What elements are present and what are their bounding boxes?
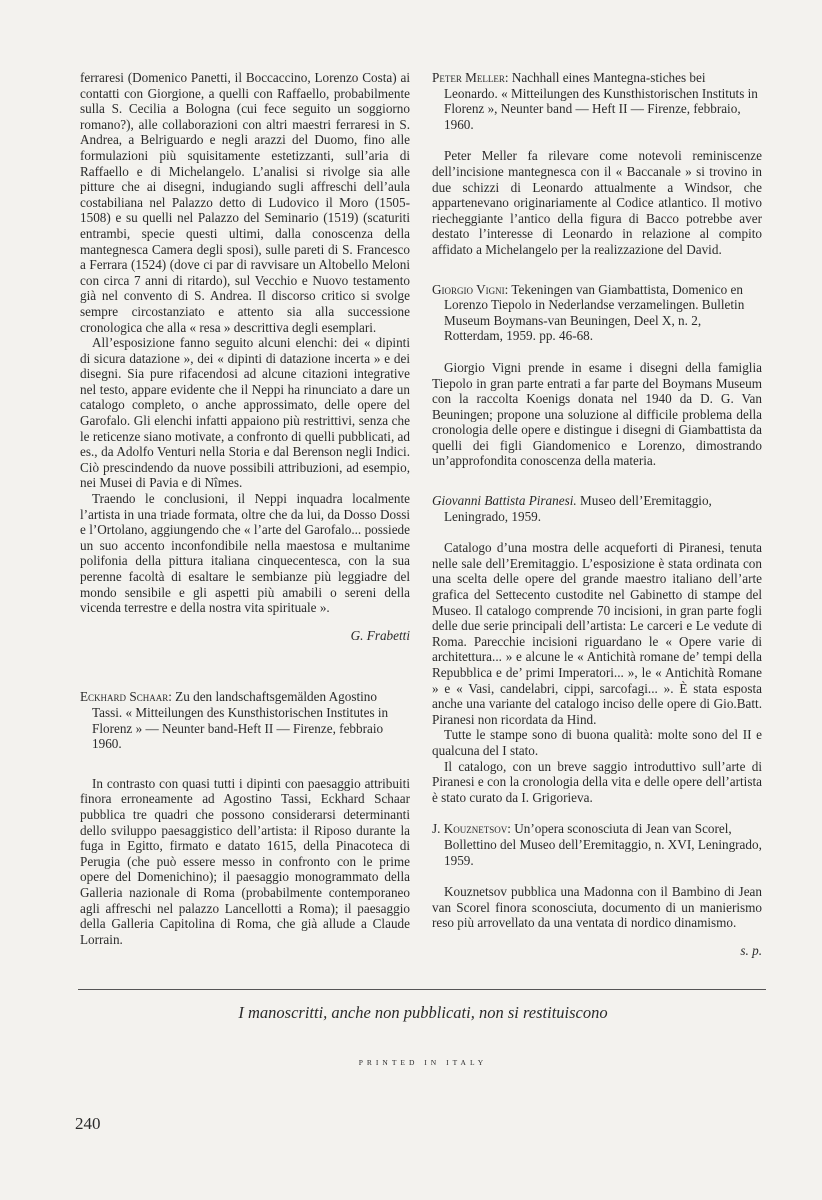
left-column: [80, 70, 410, 947]
signature-frabetti: G. Frabetti: [350, 627, 410, 643]
right-paragraph-1: Peter Meller fa rilevare come notevoli reminiscenze dell’incisione mantegnesca con il « Baccanale » si trovino in due schizzi di Leonardo attualmente a Windsor, che appartenevano originariamente al Codice atlantico. Il motivo riecheggiante l’antico della figura di Bacco potrebbe aver destato l’interesse di Leonardo in relazione al compito affidato a Michelangelo per la realizzazione del David.: [432, 148, 762, 257]
reference-meller: [432, 70, 762, 132]
reference-author: Peter Meller: [432, 70, 505, 85]
reference-details: Museo dell’Eremitaggio, Leningrado, 1959.: [444, 493, 712, 524]
right-column: [432, 70, 762, 959]
reference-piranesi: [432, 493, 762, 524]
reference-author: J. Kouznetsov: [432, 821, 508, 837]
right-paragraph-2: Giorgio Vigni prende in esame i disegni della famiglia Tiepolo in gran parte entrati a far parte del Boymans Museum con la raccolta Koenigs donata nel 1940 da D. G. Van Beuningen; propone una soluzione al difficile problema della cronologia delle opere e distingue i disegni di Giambattista da quelli dei figli Giandomenico e Lorenzo, dimostrando un’approfondita conoscenza della materia.: [432, 359, 762, 469]
right-paragraph-4: Tutte le stampe sono di buona qualità: molte sono del II e qualcuna del I stato.: [432, 727, 762, 758]
left-paragraph-4: In contrasto con quasi tutti i dipinti con paesaggio attribuiti finora erroneamente ad Agostino Tassi, Eckhard Schaar pubblica tre quadri che possono considerarsi determinanti dello sviluppo paesaggistico dell’artista: il Riposo durante la fuga in Egitto, firmato e datato 1615, della Pinacoteca di Perugia (che può essere messo in confronto con le prime opere del Domenichino); il paesaggio monogrammato della Galleria nazionale di Roma (probabilmente contemporaneo agli affreschi nel palazzo Lancellotti a Roma); il paesaggio della Galleria Capitolina di Roma, che già allude a Claude Lorrain.: [80, 775, 410, 947]
reference-details: : Nachhall eines Mantegna-stiches bei Leonardo. « Mitteilungen des Kunsthistorischen Instituts in Florenz », Neunter band — Heft II — Firenze, febbraio, 1960.: [444, 70, 758, 132]
reference-details: : Zu den landschaftsgemälden Agostino Tassi. « Mitteilungen des Kunsthistorischen Institutes in Florenz » — Neunter band-Heft II — Firenze, febbraio 1960.: [92, 689, 389, 752]
page-number: 240: [75, 1114, 101, 1133]
right-paragraph-6: Kouznetsov pubblica una Madonna con il Bambino di Jean van Scorel finora sconosciuta, documento di un manierismo reso più arrovellato da una ventata di nordico dinamismo.: [432, 884, 762, 931]
reference-details: : Tekeningen van Giambattista, Domenico en Lorenzo Tiepolo in Nederlandse verzamelingen. Bulletin Museum Boymans-van Beuningen, Deel X, n. 2, Rotterdam, 1959. pp. 46-68.: [444, 281, 745, 344]
left-paragraph-1: ferraresi (Domenico Panetti, il Boccaccino, Lorenzo Costa) ai contatti con Giorgione, a quelli con Raffaello, probabilmente sulla S. Cecilia a Bologna (cui fece seguito un soggiorno romano?), alle collaborazioni con altri maestri ferraresi in S. Andrea, a Belriguardo e negli arazzi del Duomo, fino alle formulazioni più squisitamente estetizzanti, sull’aria di Raffaello e di Michelangelo. L’analisi si rivolge sia alle pitture che ai disegni, indugiando sugli affreschi dell’aula costabiliana nel Palazzo detto di Ludovico il Moro (1505-1508) e su quelli nel Palazzo del Seminario (1519) (scaturiti entrambi, specie questi ultimi, dalla conoscenza della mantegnesca Camera degli sposi), sulle pareti di S. Francesco a Ferrara (1524) (dove ci par di ravvisare un Altobello Meloni con circa 7 anni di ritardo), sul Vecchio e Nuovo testamento già nel convento di S. Andrea. Il discorso critico si svolge sempre circostanziato e attento sia alla successione cronologica che alla « resa » descrittiva degli esemplari.: [80, 70, 410, 335]
printed-in-italy: PRINTED IN ITALY: [358, 1058, 488, 1067]
right-paragraph-5: Il catalogo, con un breve saggio introduttivo sull’arte di Piranesi e con la cronologia della vita e delle opere dell’artista è stato curato da I. Grigorieva.: [432, 758, 762, 805]
reference-author: Giorgio Vigni: [432, 281, 505, 297]
footer-motto: I manoscritti, anche non pubblicati, non si restituiscono: [238, 1003, 608, 1022]
right-paragraph-3: Catalogo d’una mostra delle acqueforti di Piranesi, tenuta nelle sale dell’Eremitaggio. L’esposizione è stata ordinata con una scelta delle opere del grande maestro italiano dell’arte grafica del Settecento custodite nel Gabinetto di stampe del Museo. Il catalogo comprende 70 incisioni, in gran parte fogli delle due serie principali dell’artista: Le carceri e Le vedute di Roma. Parecchie incisioni riguardano le « Opere varie di architettura... » e alcune le « Antichità romane de’ tempi della Repubblica e de’ primi Imperatori... », le « Antichità Romane » e « Vasi, candelabri, cippi, sarcofagi... ». È stata esposta anche una variante del catalogo inciso delle opere di Gio.Batt. Piranesi non ricordata da Hind.: [432, 540, 762, 727]
reference-details: : Un’opera sconosciuta di Jean van Scorel, Bollettino del Museo dell’Eremitaggio, n. XVI, Leningrado, 1959.: [444, 821, 762, 868]
reference-author: Eckhard Schaar: [80, 689, 169, 705]
reference-title: Giovanni Battista Piranesi.: [432, 493, 577, 509]
reference-vigni: [432, 282, 762, 344]
left-paragraph-2: All’esposizione fanno seguito alcuni elenchi: dei « dipinti di sicura datazione », dei « dipinti di datazione incerta » e dei disegni. Sia pure rifacendosi ad alcune citazioni integrative nel testo, appare evidente che il Neppi ha rinunciato a dare un catalogo completo, o anche approssimato, delle opere del Garofalo. Gli elenchi infatti appaiono più restrittivi, senza che le reticenze siano motivate, a confronto di quelli pubblicati, ad es., da Adolfo Venturi nella Storia e dal Berenson negli Indici. Ciò prescindendo da nuove possibili attribuzioni, ad esempio, nei Musei di Pavia e di Nîmes.: [80, 335, 410, 491]
reference-schaar: [80, 689, 410, 751]
signature-sp: s. p.: [740, 942, 762, 958]
footer-rule: [78, 989, 766, 990]
reference-kouznetsov: [432, 821, 762, 868]
left-paragraph-3: Traendo le conclusioni, il Neppi inquadra localmente l’artista in una triade formata, oltre che da lui, da Dosso Dossi e l’Ortolano, aggiungendo che « l’arte del Garofalo... possiede un suo accento inconfondibile nella maestosa e multanime polifonia della pittura italiana cinquecentesca, con la sua perenne facoltà di esaltare le sembianze più leggiadre del mondo sensibile e gli aspetti più amabili o sereni della vicenda terrestre e della nostra vita spirituale ».: [80, 491, 410, 616]
